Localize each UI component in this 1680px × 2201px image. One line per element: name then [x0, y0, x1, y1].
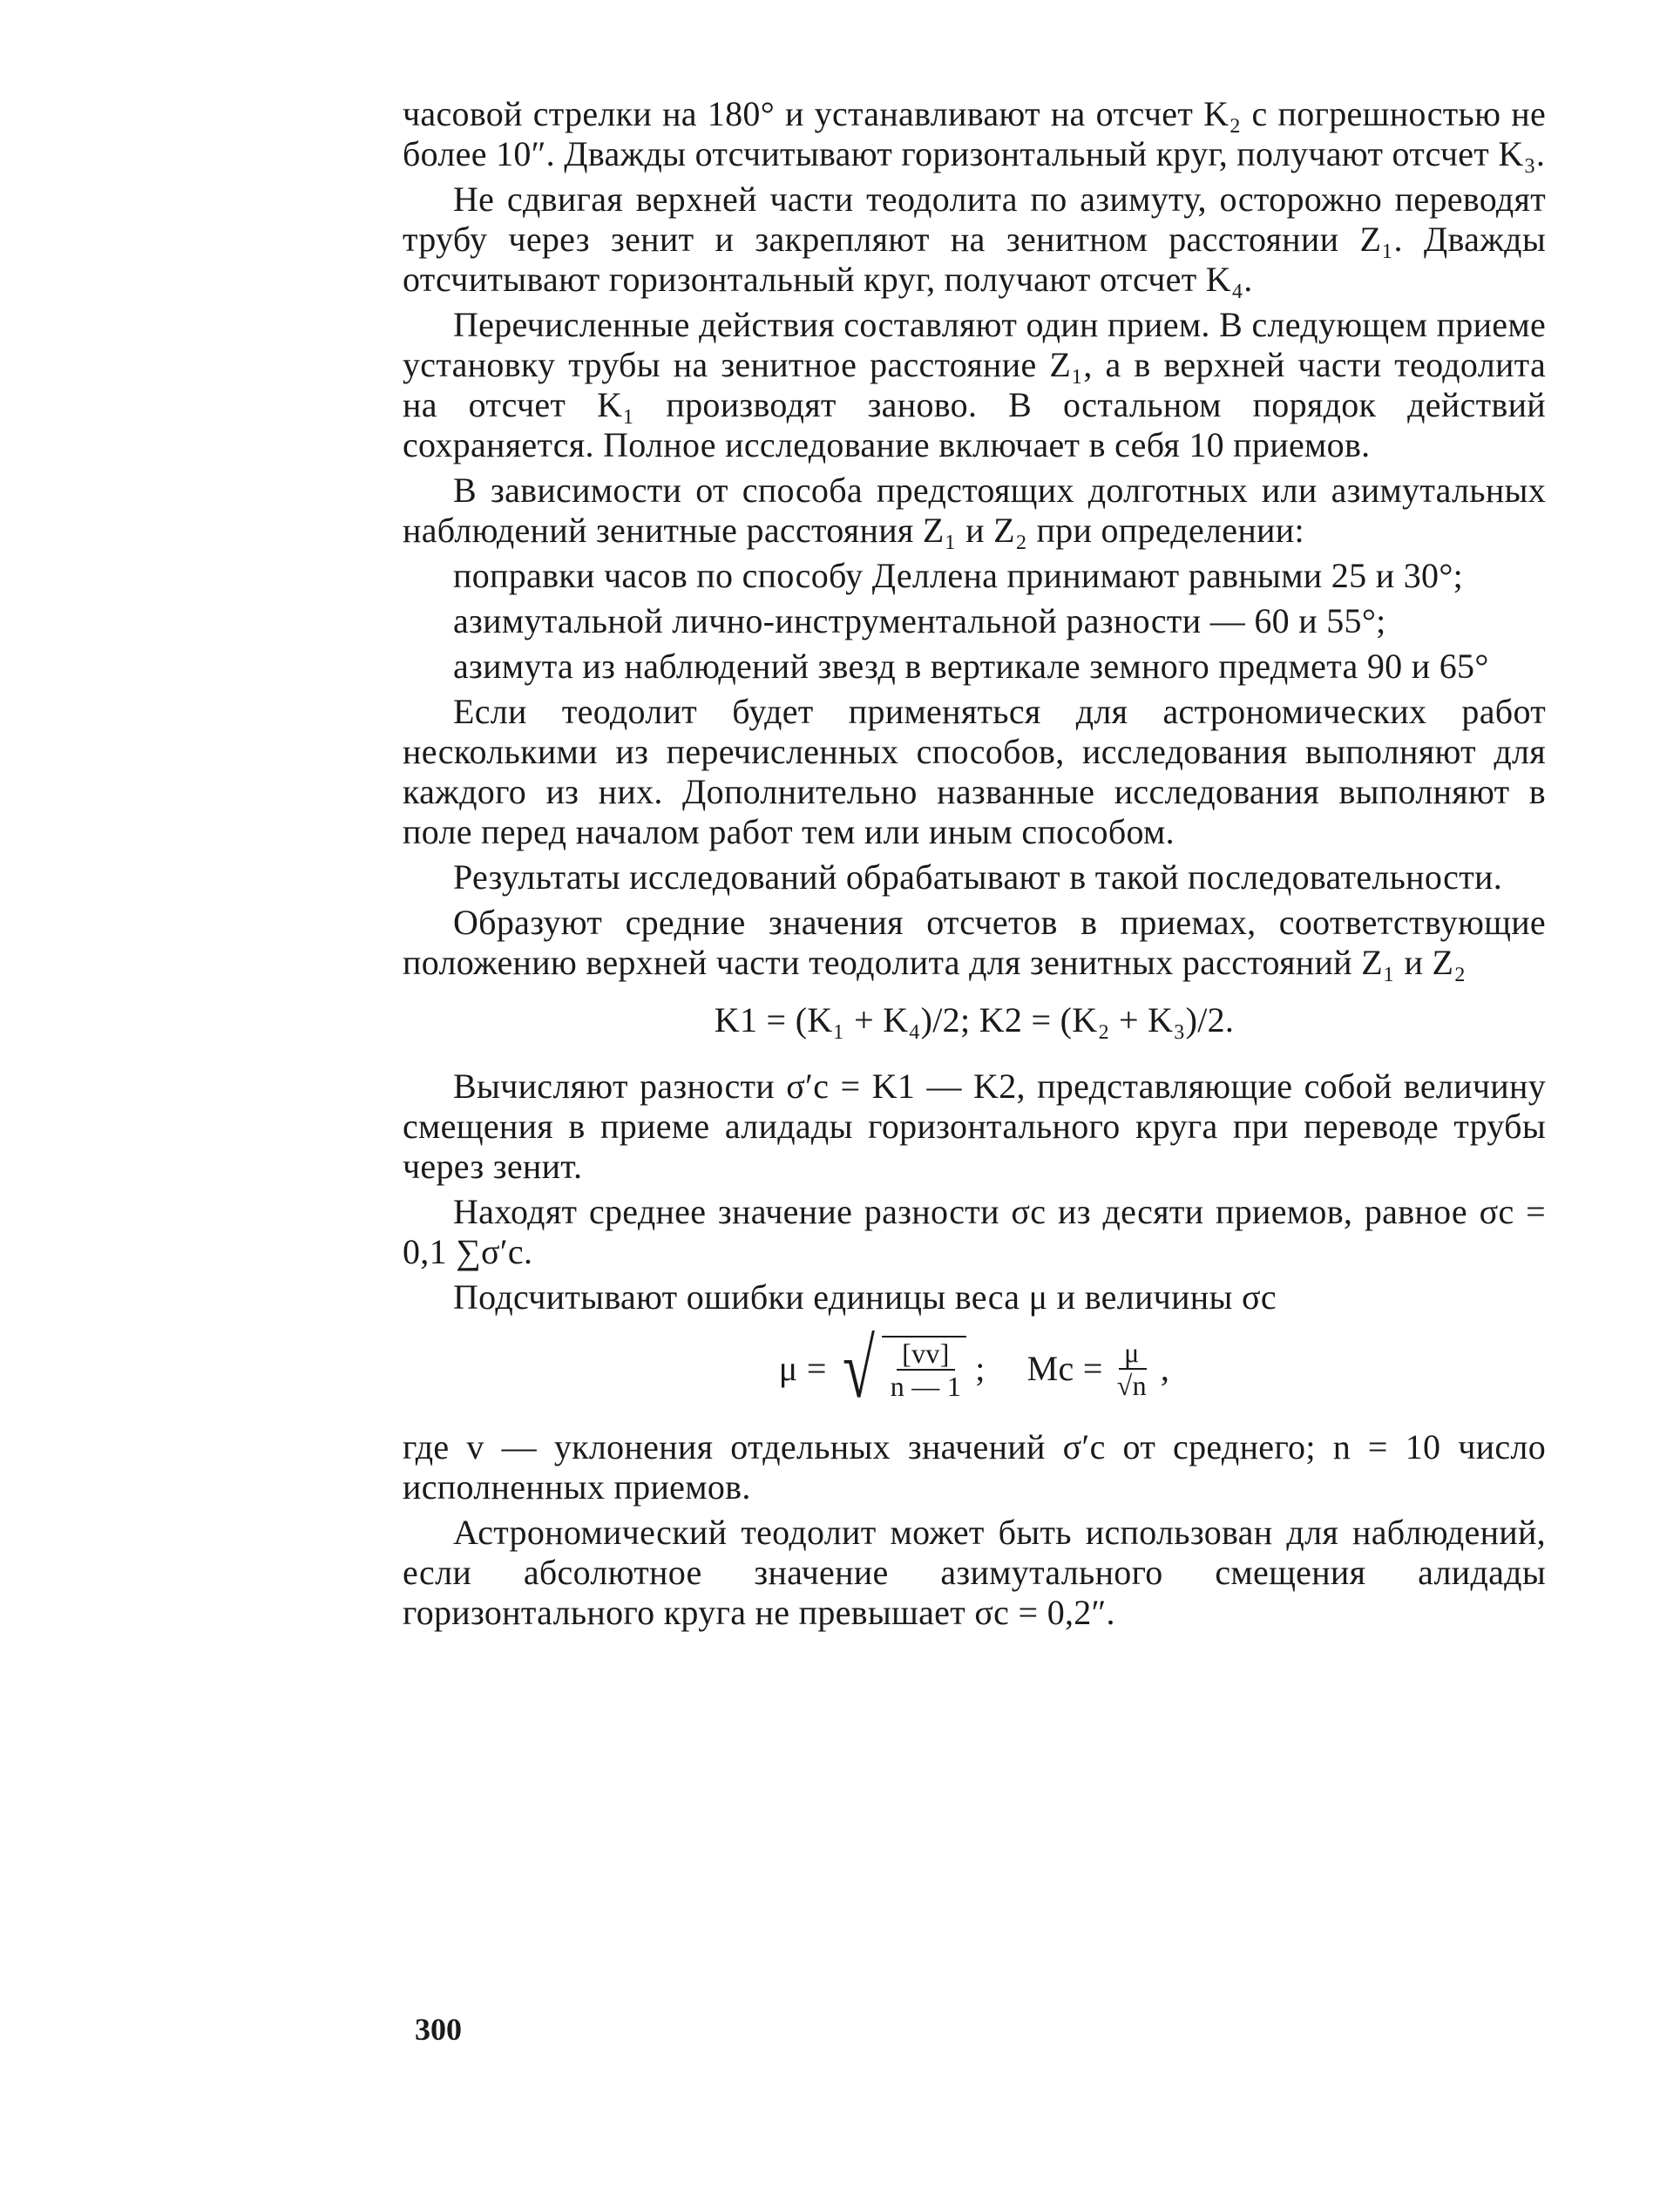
fraction-mu-over-sqrt-n [1112, 1337, 1152, 1401]
paragraph-several-methods: Если теодолит будет применяться для астрономических работ несколькими из перечисленных способов, исследования выполняют для каждого из них. Дополнительно названные исследования выполняют в поле перед началом работ тем или иным способом. [403, 692, 1546, 851]
formula-errors [403, 1322, 1546, 1415]
formula-separator: ; [975, 1349, 986, 1388]
fraction-vv [885, 1338, 967, 1402]
paragraph-continuation: часовой стрелки на 180° и устанавливают на отсчет K₂ с погрешностью не более 10″. Дважды отсчитывают горизонтальный круг, получают отсчет K₃. [403, 94, 1546, 173]
page-body [403, 94, 1546, 1638]
sqrt-n-body: n [1132, 1370, 1147, 1401]
formula-tail: , [1160, 1349, 1170, 1388]
paragraph-depending-method: В зависимости от способа предстоящих долготных или азимутальных наблюдений зенитные расстояния Z₁ и Z₂ при определении: [403, 471, 1546, 550]
paragraph-mean-values: Образуют средние значения отсчетов в приемах, соответствующие положению верхней части теодолита для зенитных расстояний Z₁ и Z₂ [403, 903, 1546, 982]
fraction-denominator: n — 1 [890, 1371, 962, 1402]
formula-mu [778, 1322, 986, 1415]
list-item-azimuth-stars: азимута из наблюдений звезд в вертикале земного предмета 90 и 65° [453, 647, 1489, 686]
paragraph-zenith-transfer: Не сдвигая верхней части теодолита по азимуту, осторожно переводят трубу через зенит и закрепляют на зенитном расстоянии Z₁. Дважды отсчитывают горизонтальный круг, получают отсчет K₄. [403, 179, 1546, 299]
formula-mean-readings: K1 = (K₁ + K₄)/2; K2 = (K₂ + K₃)/2. [714, 1000, 1235, 1040]
list-item-azimuthal-difference: азимутальной лично-инструментальной разности — 60 и 55°; [453, 601, 1386, 640]
list-item-dellen: поправки часов по способу Деллена принимают равными 25 и 30°; [453, 556, 1464, 595]
formula-mc [1027, 1337, 1170, 1401]
paragraph-where-v: где v — уклонения отдельных значений σ′c от среднего; n = 10 число исполненных приемов. [403, 1427, 1546, 1507]
fraction-denominator-sqrt-n [1112, 1370, 1152, 1401]
sqrt-sign [836, 1322, 967, 1415]
radical-small-icon: √ [1116, 1370, 1133, 1401]
fraction-numerator: [vv] [897, 1338, 955, 1371]
paragraph-mean-difference: Находят среднее значение разности σc из десяти приемов, равное σc = 0,1 ∑σ′c. [403, 1192, 1546, 1271]
sqrt-body [882, 1336, 967, 1402]
fraction-numerator-mu: μ [1119, 1337, 1144, 1370]
page-number: 300 [415, 2012, 462, 2047]
formula-mc-lhs: Mc = [1026, 1349, 1103, 1388]
paragraph-results-order: Результаты исследований обрабатывают в такой последовательности. [453, 857, 1503, 897]
paragraph-conclusion: Астрономический теодолит может быть использован для наблюдений, если абсолютное значение азимутального смещения алидады горизонтального круга не превышает σc = 0,2″. [403, 1513, 1546, 1632]
paragraph-differences: Вычисляют разности σ′c = K1 — K2, представляющие собой величину смещения в приеме алидады горизонтального круга при переводе трубы через зенит. [403, 1067, 1546, 1186]
radical-icon: √ [842, 1322, 875, 1415]
formula-mu-lhs: μ = [778, 1349, 827, 1388]
paragraph-one-reception: Перечисленные действия составляют один прием. В следующем приеме установку трубы на зенитное расстояние Z₁, а в верхней части теодолита на отсчет K₁ производят заново. В остальном порядок действий сохраняется. Полное исследование включает в себя 10 приемов. [403, 305, 1546, 464]
paragraph-unit-weight-errors: Подсчитывают ошибки единицы веса μ и величины σc [453, 1277, 1277, 1317]
